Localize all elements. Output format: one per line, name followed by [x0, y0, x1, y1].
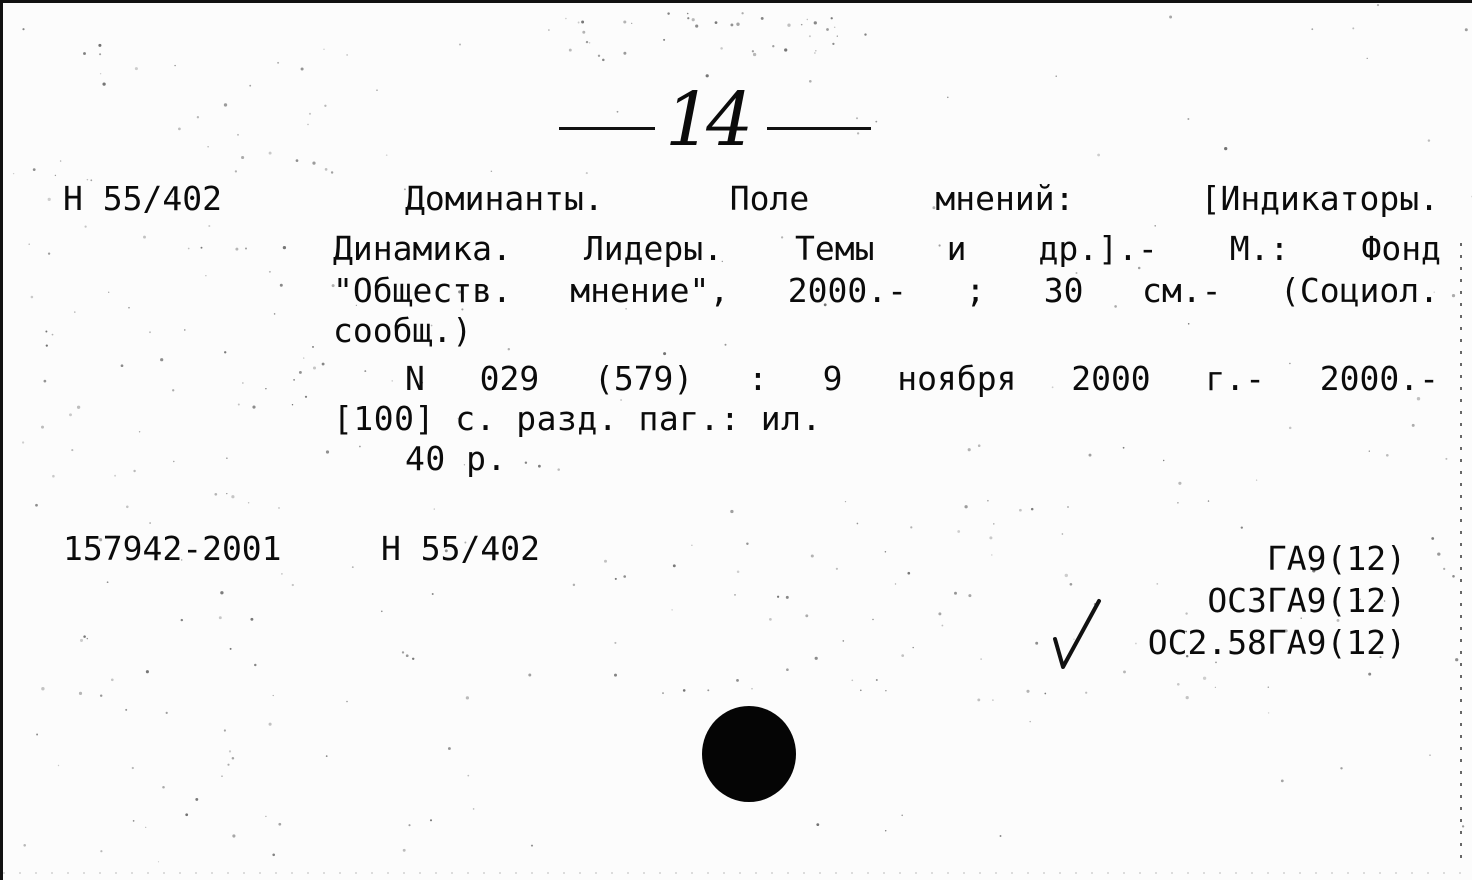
- entry-word: 029: [480, 359, 540, 399]
- entry-word: Поле: [730, 179, 809, 219]
- entry-word: г.-: [1205, 359, 1265, 399]
- entry-word: Лидеры.: [584, 229, 723, 269]
- entry-line-2: [333, 229, 1441, 269]
- entry-word: М.:: [1230, 229, 1290, 269]
- entry-word: Темы: [795, 229, 874, 269]
- entry-word: N: [405, 359, 425, 399]
- entry-word: (Социол.: [1280, 271, 1439, 311]
- entry-word: 2000.-: [788, 271, 907, 311]
- entry-word: 2000: [1071, 359, 1150, 399]
- page-number-dash-left: [559, 127, 655, 130]
- entry-line-1: [405, 179, 1439, 219]
- code-1: ГА9(12): [1267, 539, 1406, 579]
- entry-word: "Обществ.: [333, 271, 512, 311]
- entry-line-4: сообщ.): [333, 311, 472, 351]
- page-number-dash-right: [767, 127, 871, 130]
- shelfmark-repeat: Н 55/402: [381, 529, 540, 569]
- entry-word: Динамика.: [333, 229, 512, 269]
- entry-line-5: [405, 359, 1439, 399]
- entry-line-6: [100] с. разд. паг.: ил.: [333, 399, 822, 439]
- entry-word: мнение",: [570, 271, 729, 311]
- entry-word: (579): [594, 359, 693, 399]
- entry-word: ;: [965, 271, 985, 311]
- entry-word: 30: [1044, 271, 1084, 311]
- entry-word: 9: [823, 359, 843, 399]
- punch-hole: [702, 706, 796, 802]
- entry-word: :: [748, 359, 768, 399]
- entry-word: Доминанты.: [405, 179, 604, 219]
- entry-word: и: [947, 229, 967, 269]
- entry-word: см.-: [1142, 271, 1221, 311]
- entry-word: Фонд: [1361, 229, 1440, 269]
- shelfmark: Н 55/402: [63, 179, 222, 219]
- code-3: ОС2.58ГА9(12): [1148, 623, 1406, 663]
- accession-number: 157942-2001: [63, 529, 282, 569]
- entry-word: [Индикаторы.: [1201, 179, 1439, 219]
- entry-word: мнений:: [935, 179, 1074, 219]
- entry-word: 2000.-: [1320, 359, 1439, 399]
- code-2: ОС3ГА9(12): [1207, 581, 1406, 621]
- entry-word: ноября: [897, 359, 1016, 399]
- entry-word: др.].-: [1039, 229, 1158, 269]
- entry-line-7: 40 р.: [405, 439, 507, 479]
- page-number: 14: [665, 77, 747, 163]
- entry-line-3: [333, 271, 1439, 311]
- check-icon: [1049, 595, 1109, 673]
